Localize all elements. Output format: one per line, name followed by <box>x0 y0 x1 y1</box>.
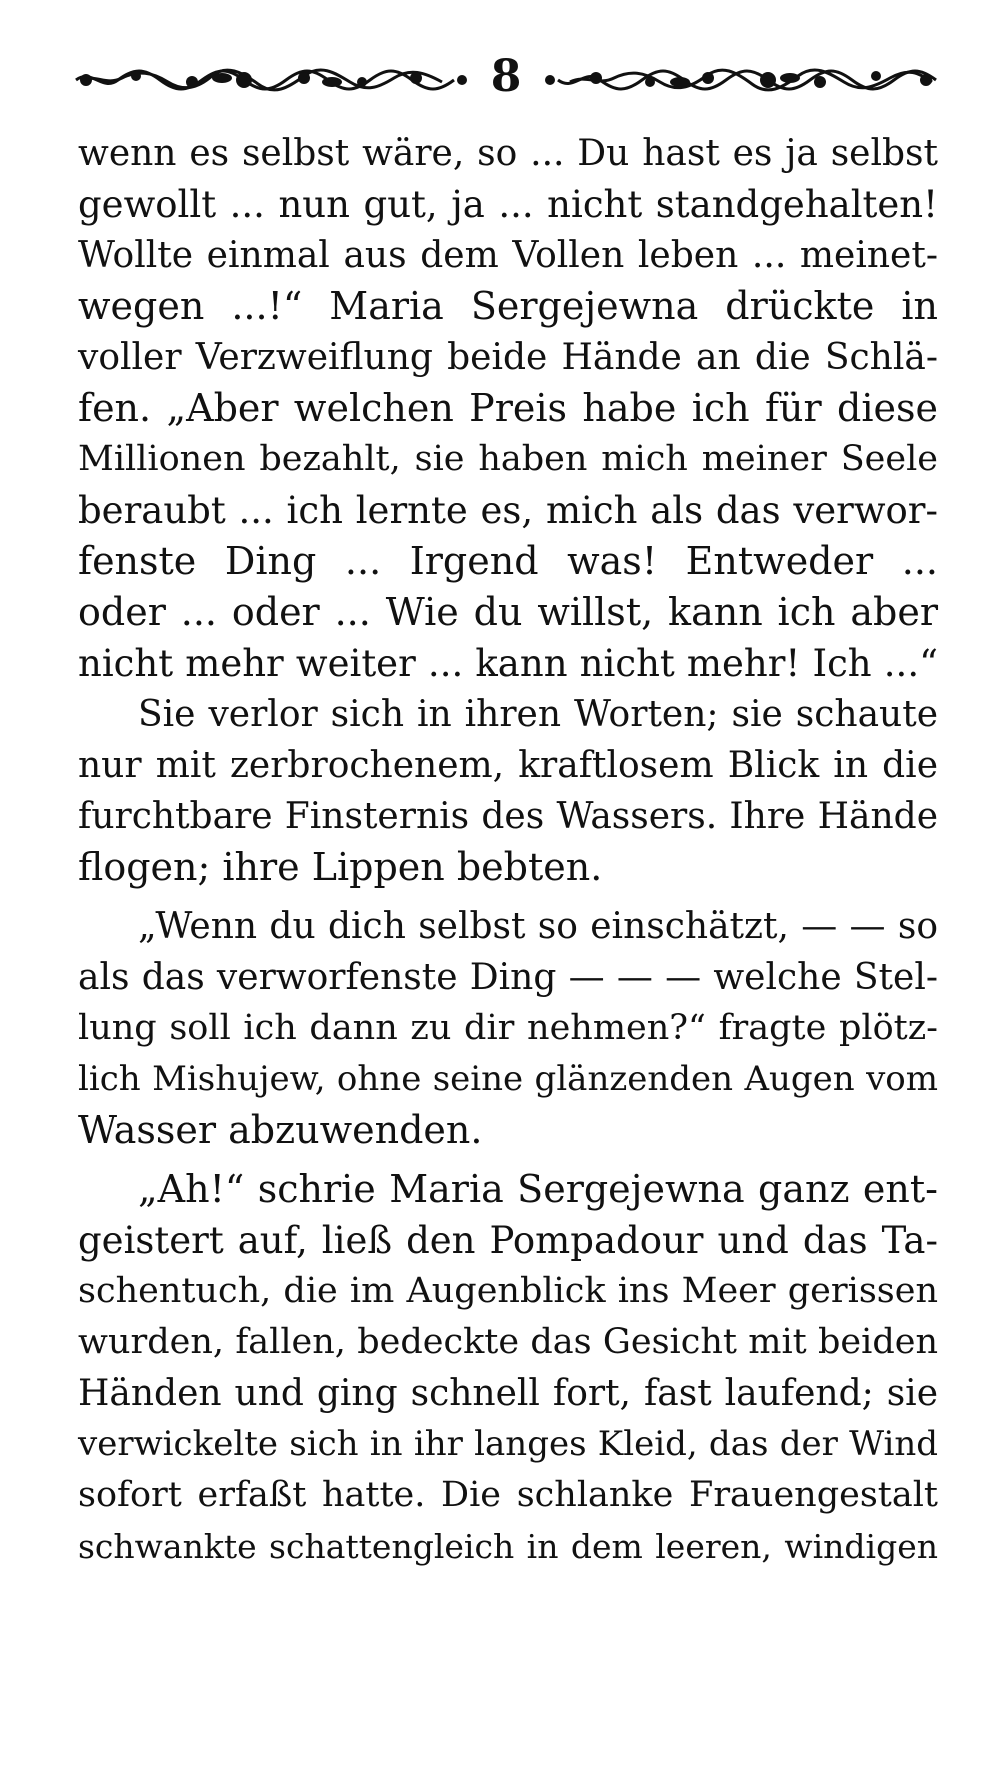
text-line: voller Verzweiflung beide Hände an die Schlä- <box>78 337 938 378</box>
text-line: verwickelte sich in ihr langes Kleid, das der Wind <box>78 1424 938 1464</box>
text-line: furchtbare Finsternis des Wassers. Ihre Hände <box>78 796 938 837</box>
text-line: oder ... oder ... Wie du willst, kann ich aber <box>78 590 938 634</box>
text-line: Wollte einmal aus dem Vollen leben ... meinet- <box>78 235 938 276</box>
text-line: flogen; ihre Lippen bebten. <box>78 845 603 889</box>
text-line: wenn es selbst wäre, so ... Du hast es ja selbst <box>78 133 938 174</box>
page-header <box>72 52 940 102</box>
paragraph <box>78 901 938 1156</box>
page-number: 8 <box>490 51 522 102</box>
body-text <box>78 128 938 1572</box>
paragraph <box>78 1164 938 1572</box>
text-line: als das verworfenste Ding — — — welche Stel- <box>78 957 938 998</box>
text-line: fen. „Aber welchen Preis habe ich für diese <box>78 386 938 430</box>
text-line: Händen und ging schnell fort, fast laufend; sie <box>78 1373 938 1414</box>
text-line: wegen ...!“ Maria Sergejewna drückte in <box>78 284 938 328</box>
text-line: lich Mishujew, ohne seine glänzenden Augen vom <box>78 1059 938 1099</box>
text-line: schentuch, die im Augenblick ins Meer gerissen <box>78 1271 938 1311</box>
floral-ornament-right-icon <box>540 64 940 96</box>
text-line: Millionen bezahlt, sie haben mich meiner Seele <box>78 439 938 479</box>
text-line: beraubt ... ich lernte es, mich als das verwor- <box>78 489 938 532</box>
text-line: lung soll ich dann zu dir nehmen?“ fragte plötz- <box>78 1008 938 1048</box>
paragraph <box>78 128 938 689</box>
text-line: wurden, fallen, bedeckte das Gesicht mit beiden <box>78 1322 938 1362</box>
paragraph-gap <box>78 893 938 901</box>
paragraph-gap <box>78 1156 938 1164</box>
text-line: „Wenn du dich selbst so einschätzt, — — so <box>138 906 938 947</box>
text-line: nicht mehr weiter ... kann nicht mehr! Ich ...“ <box>78 642 938 685</box>
text-line: Sie verlor sich in ihren Worten; sie schaute <box>138 694 938 735</box>
text-line: geistert auf, ließ den Pompadour und das Ta- <box>78 1219 938 1262</box>
text-line: „Ah!“ schrie Maria Sergejewna ganz ent- <box>138 1167 938 1211</box>
text-line: nur mit zerbrochenem, kraftlosem Blick in die <box>78 745 938 786</box>
text-line: fenste Ding ... Irgend was! Entweder ... <box>78 539 938 583</box>
text-line: schwankte schattengleich in dem leeren, windigen <box>78 1527 938 1566</box>
text-line: Wasser abzuwenden. <box>78 1108 483 1152</box>
text-line: gewollt ... nun gut, ja ... nicht standgehalten! <box>78 183 938 226</box>
text-line: sofort erfaßt hatte. Die schlanke Frauengestalt <box>78 1475 938 1515</box>
paragraph <box>78 689 938 893</box>
